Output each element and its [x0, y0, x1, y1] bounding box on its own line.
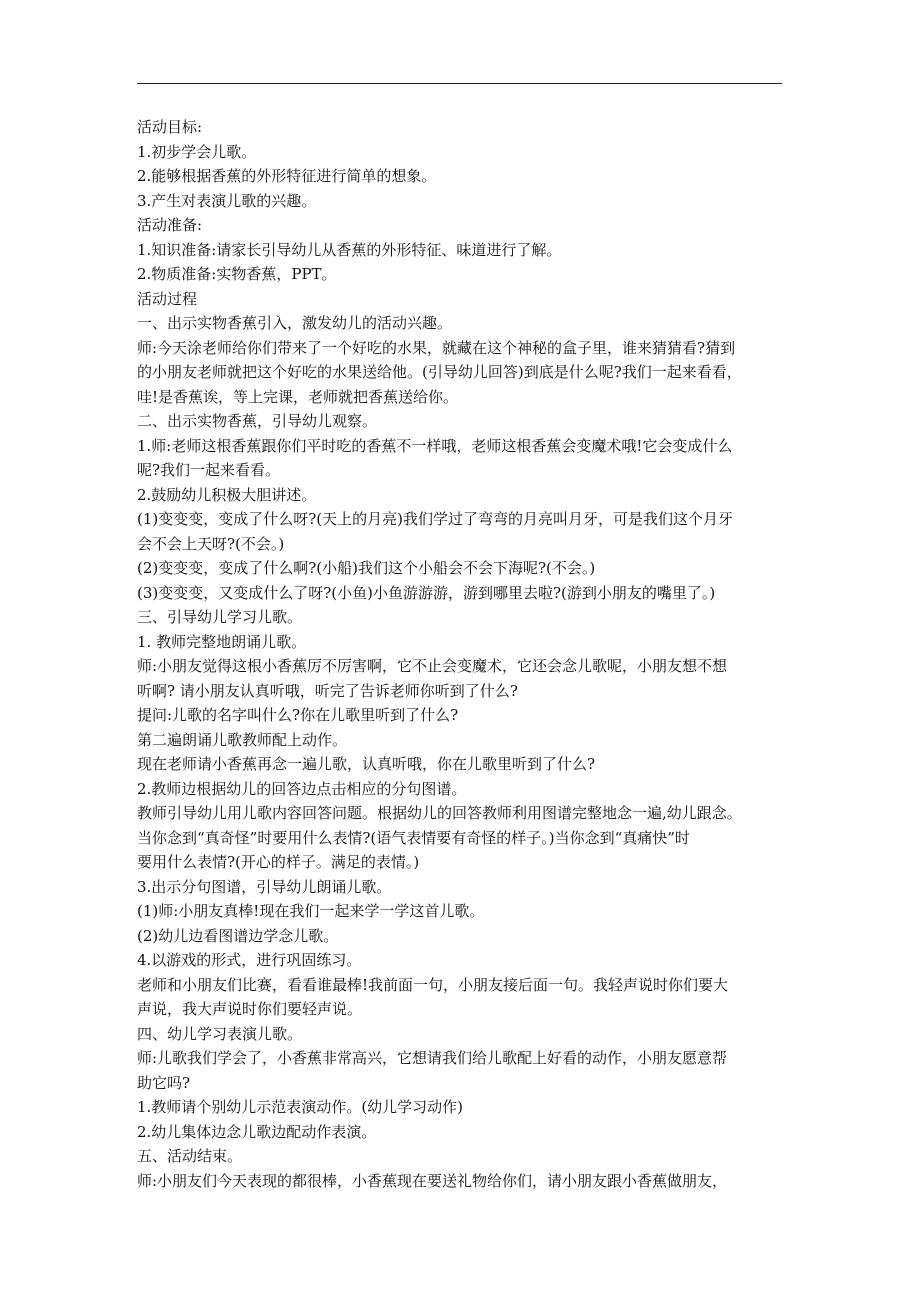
text-line: 听啊? 请小朋友认真听哦，听完了告诉老师你听到了什么?: [137, 681, 518, 700]
text-line: 活动目标:: [137, 118, 203, 136]
text-line: 提问:儿歌的名字叫什么?你在儿歌里听到了什么?: [137, 706, 459, 724]
text-line: 1.初步学会儿歌。: [137, 142, 257, 161]
text-line: 教师引导幼儿用儿歌内容回答问题。根据幼儿的回答教师利用图谱完整地念一遍,幼儿跟念。: [137, 804, 742, 822]
text-line: 4.以游戏的形式，进行巩固练习。: [137, 951, 362, 969]
text-line: 活动准备:: [137, 216, 203, 234]
text-line: 四、幼儿学习表演儿歌。: [137, 1024, 303, 1043]
text-line: 现在老师请小香蕉再念一遍儿歌，认真听哦，你在儿歌里听到了什么?: [137, 755, 596, 773]
text-line: 师:今天涂老师给你们带来了一个好吃的水果，就藏在这个神秘的盒子里，谁来猜猜看?猜到: [137, 338, 736, 357]
text-line: 哇!是香蕉诶，等上完课，老师就把香蕉送给你。: [137, 387, 459, 406]
text-line: 当你念到“真奇怪”时要用什么表情?(语气表情要有奇怪的样子。)当你念到“真痛快”时: [137, 828, 690, 847]
text-line: 3.产生对表演儿歌的兴趣。: [137, 191, 317, 210]
text-line: 1.教师请个别幼儿示范表演动作。(幼儿学习动作): [137, 1098, 464, 1116]
text-line: 2.能够根据香蕉的外形特征进行简单的想象。: [137, 167, 437, 185]
text-line: 师:小朋友们今天表现的都很棒，小香蕉现在要送礼物给你们，请小朋友跟小香蕉做朋友，: [137, 1171, 728, 1190]
text-line: 2.物质准备:实物香蕉，PPT。: [137, 265, 337, 283]
text-line: (2)变变变，变成了什么啊?(小船)我们这个小船会不会下海呢?(不会。): [137, 559, 596, 577]
text-line: 1. 教师完整地朗诵儿歌。: [137, 632, 307, 651]
text-line: 一、出示实物香蕉引入，激发幼儿的活动兴趣。: [137, 314, 453, 332]
text-line: 师:小朋友觉得这根小香蕉厉不厉害啊，它不止会变魔术，它还会念儿歌呢，小朋友想不想: [137, 657, 728, 675]
text-line: 的小朋友老师就把这个好吃的水果送给他。(引导幼儿回答)到底是什么呢?我们一起来看看，: [137, 363, 742, 381]
text-line: 二、出示实物香蕉，引导幼儿观察。: [137, 412, 378, 430]
text-line: 1.师:老师这根香蕉跟你们平时吃的香蕉不一样哦，老师这根香蕉会变魔术哦!它会变成什么: [137, 436, 733, 455]
text-line: 声说，我大声说时你们要轻声说。: [137, 1000, 363, 1018]
text-line: 2.鼓励幼儿积极大胆讲述。: [137, 485, 317, 504]
text-line: 第二遍朗诵儿歌教师配上动作。: [137, 730, 348, 749]
text-line: (1)师:小朋友真棒!现在我们一起来学一学这首儿歌。: [137, 902, 485, 920]
text-line: 2.教师边根据幼儿的回答边点击相应的分句图谱。: [137, 779, 467, 798]
header-rule: [137, 83, 782, 84]
text-line: (3)变变变，又变成什么了呀?(小鱼)小鱼游游游，游到哪里去啦?(游到小朋友的嘴里了。): [137, 583, 716, 602]
text-line: 老师和小朋友们比赛，看看谁最棒!我前面一句，小朋友接后面一句。我轻声说时你们要大: [137, 975, 729, 994]
text-line: 活动过程: [137, 289, 198, 308]
text-line: 呢?我们一起来看看。: [137, 461, 281, 479]
text-line: 1.知识准备:请家长引导幼儿从香蕉的外形特征、味道进行了解。: [137, 240, 562, 259]
text-line: (1)变变变，变成了什么呀?(天上的月亮)我们学过了弯弯的月亮叫月牙，可是我们这个月牙: [137, 510, 733, 528]
text-line: 3.出示分句图谱，引导幼儿朗诵儿歌。: [137, 877, 392, 896]
text-line: 五、活动结束。: [137, 1147, 243, 1165]
text-line: 要用什么表情?(开心的样子。满足的表情。): [137, 853, 420, 871]
text-line: 2.幼儿集体边念儿歌边配动作表演。: [137, 1122, 377, 1141]
text-line: 师:儿歌我们学会了，小香蕉非常高兴，它想请我们给儿歌配上好看的动作，小朋友愿意帮: [137, 1049, 728, 1067]
text-line: (2)幼儿边看图谱边学念儿歌。: [137, 926, 339, 945]
text-line: 三、引导幼儿学习儿歌。: [137, 608, 303, 626]
text-line: 会不会上天呀?(不会。): [137, 534, 285, 553]
document-body: [137, 115, 789, 1193]
text-line: 助它吗?: [137, 1073, 191, 1092]
